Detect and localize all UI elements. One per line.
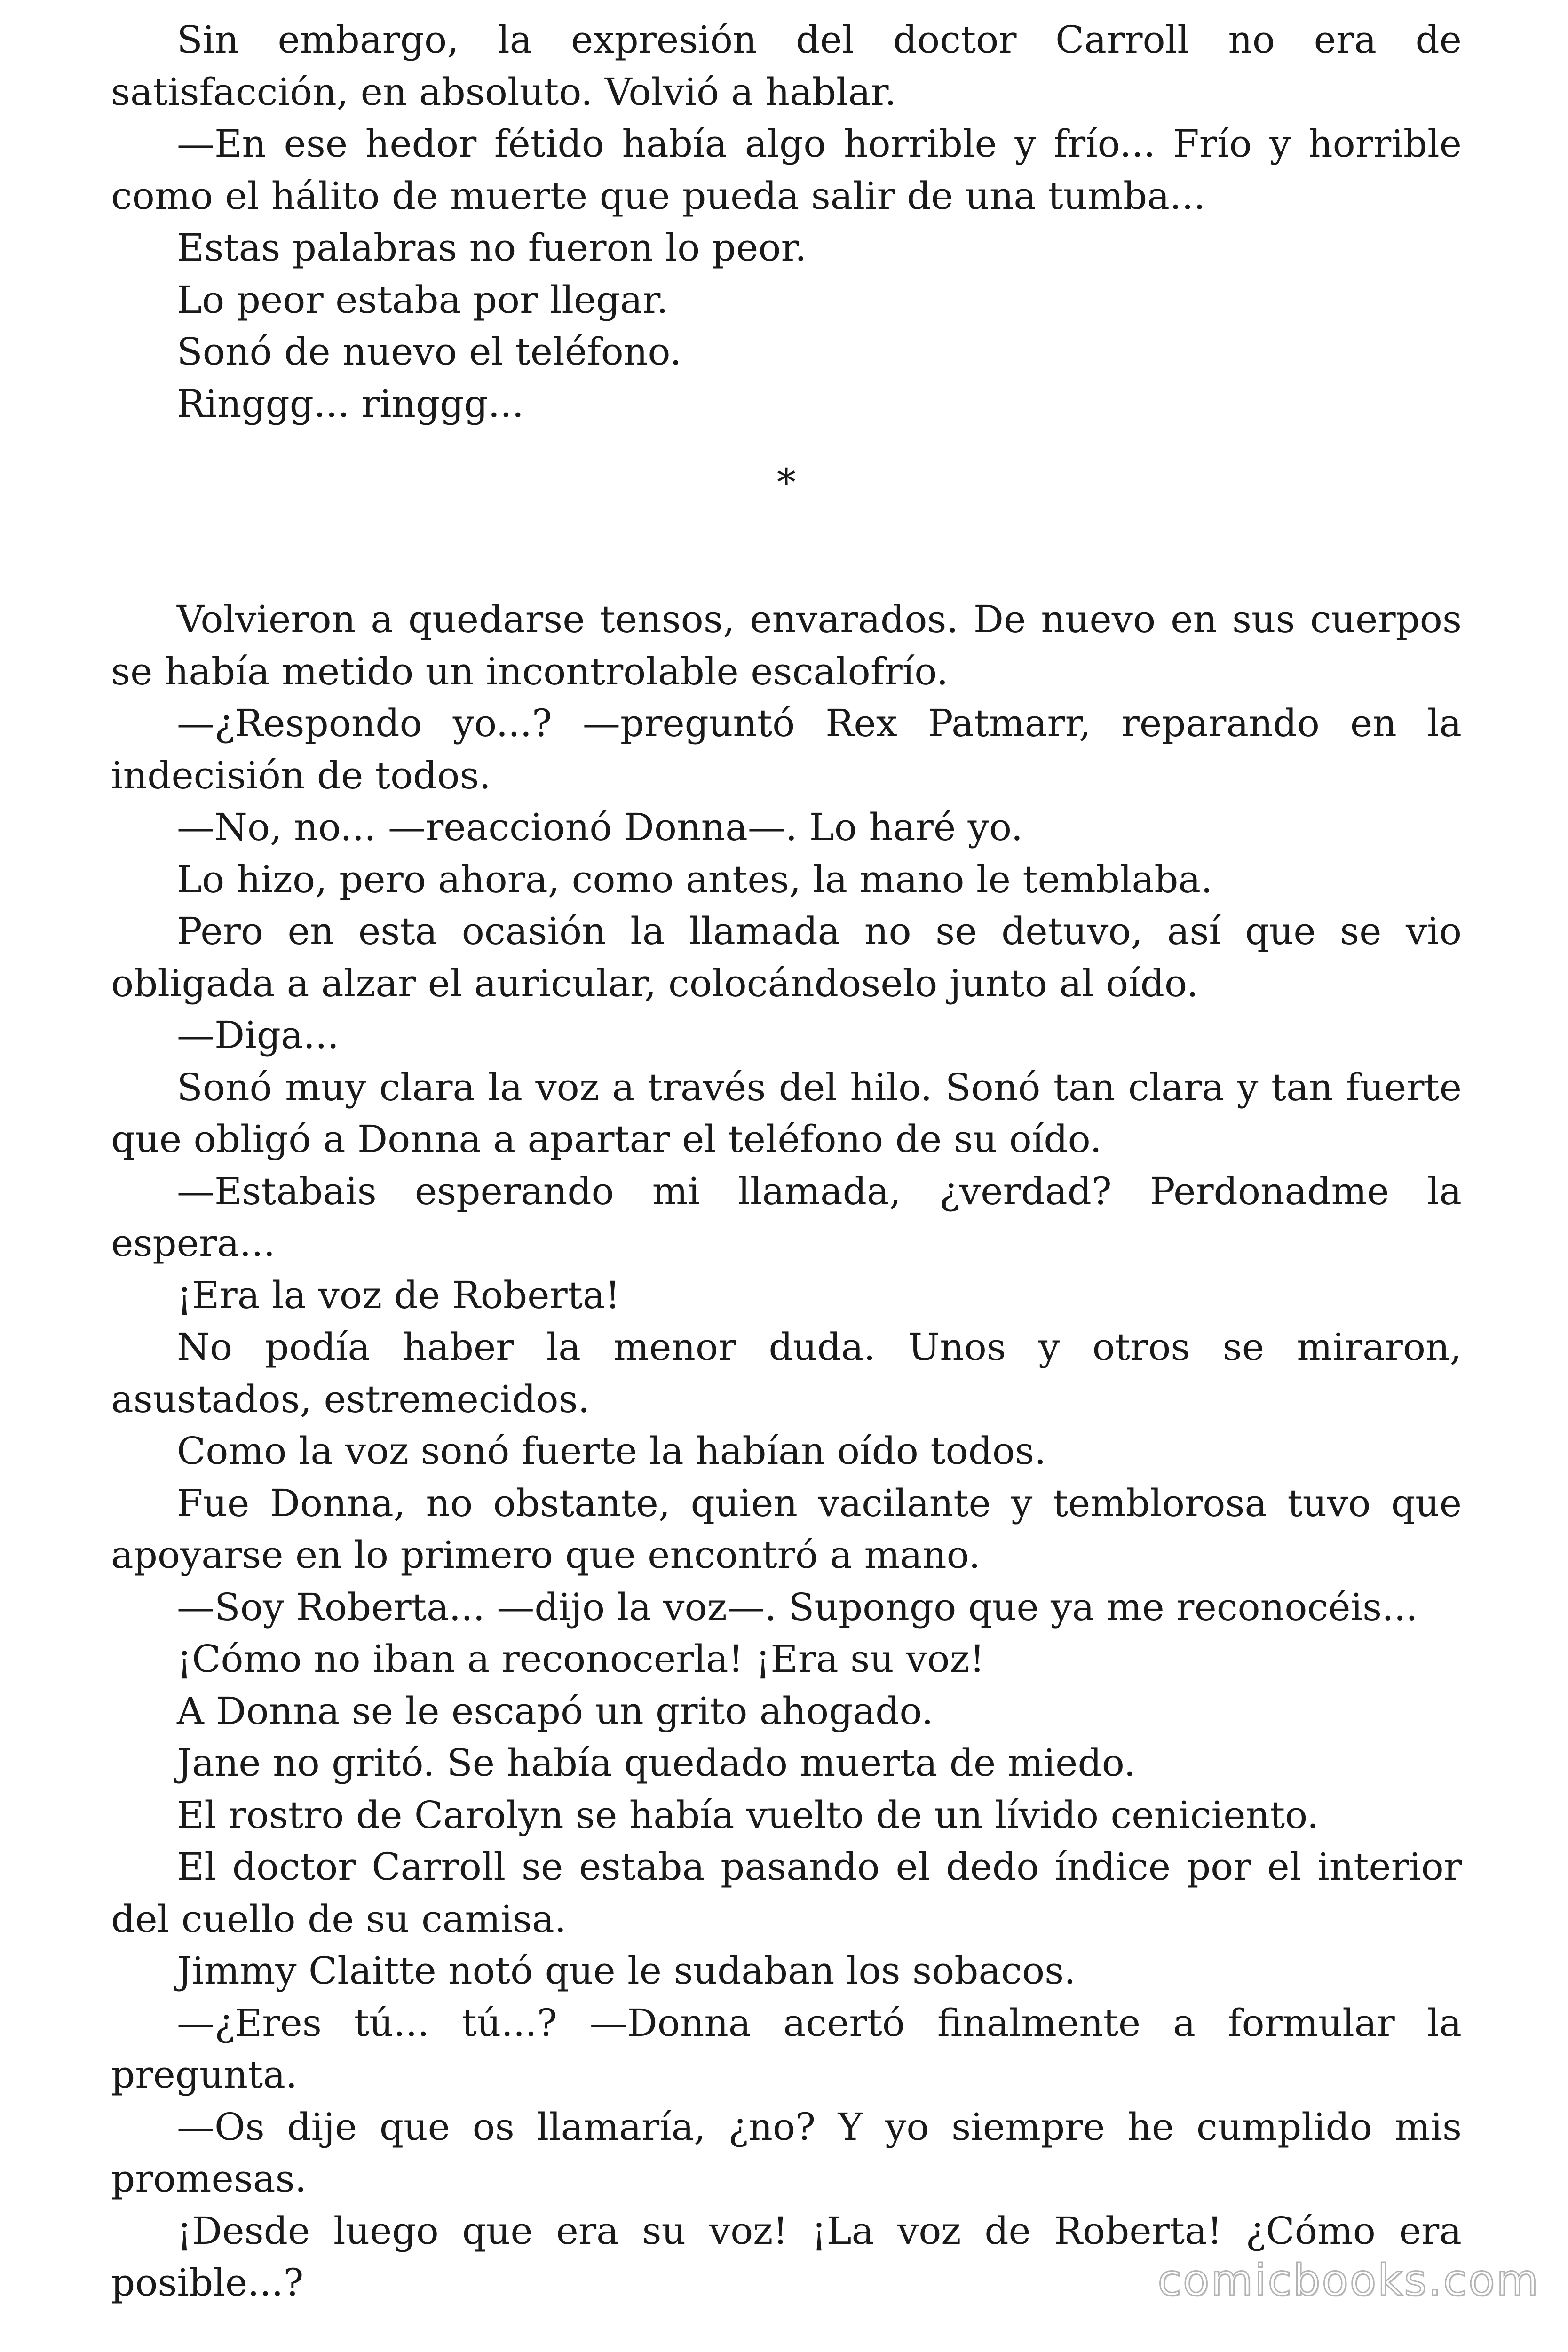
- paragraph: Como la voz sonó fuerte la habían oído todos.: [177, 1429, 1046, 1473]
- paragraph: Ringgg... ringgg...: [177, 381, 524, 426]
- paragraph: ¡Desde luego que era su voz! ¡La voz de Roberta! ¿Cómo era posible...?: [111, 2209, 1462, 2304]
- paragraph: Lo hizo, pero ahora, como antes, la mano le temblaba.: [177, 857, 1213, 901]
- paragraph: —¿Eres tú... tú...? —Donna acertó finalmente a formular la pregunta.: [111, 2001, 1462, 2097]
- paragraph: Estas palabras no fueron lo peor.: [177, 226, 807, 270]
- paragraph: —En ese hedor fétido había algo horrible y frío... Frío y horrible como el hálito de muerte que pueda salir de una tumba...: [111, 122, 1462, 218]
- paragraph: —Soy Roberta... —dijo la voz—. Supongo que ya me reconocéis...: [177, 1585, 1418, 1629]
- section-before-break: [111, 14, 1462, 430]
- paragraph: Jimmy Claitte notó que le sudaban los sobacos.: [177, 1949, 1076, 1993]
- paragraph: Volvieron a quedarse tensos, envarados. De nuevo en sus cuerpos se había metido un incontrolable escalofrío.: [111, 597, 1462, 693]
- paragraph: Sin embargo, la expresión del doctor Carroll no era de satisfacción, en absoluto. Volvió a hablar.: [111, 18, 1462, 114]
- paragraph: —No, no... —reaccionó Donna—. Lo haré yo.: [177, 805, 1023, 849]
- paragraph: —Diga...: [177, 1013, 339, 1057]
- paragraph: Pero en esta ocasión la llamada no se detuvo, así que se vio obligada a alzar el auricular, colocándoselo junto al oído.: [111, 909, 1462, 1005]
- page-body: [111, 14, 1462, 2309]
- paragraph: Sonó de nuevo el teléfono.: [177, 330, 682, 373]
- paragraph: Lo peor estaba por llegar.: [177, 278, 669, 322]
- paragraph: Sonó muy clara la voz a través del hilo. Sonó tan clara y tan fuerte que obligó a Donna a apartar el teléfono de su oído.: [111, 1065, 1462, 1161]
- paragraph: —Os dije que os llamaría, ¿no? Y yo siempre he cumplido mis promesas.: [111, 2105, 1462, 2201]
- paragraph: El doctor Carroll se estaba pasando el dedo índice por el interior del cuello de su camisa.: [111, 1845, 1462, 1941]
- paragraph: No podía haber la menor duda. Unos y otros se miraron, asustados, estremecidos.: [111, 1325, 1462, 1421]
- paragraph: Jane no gritó. Se había quedado muerta de miedo.: [177, 1741, 1136, 1785]
- paragraph: —¿Respondo yo...? —preguntó Rex Patmarr, reparando en la indecisión de todos.: [111, 701, 1462, 797]
- paragraph: —Estabais esperando mi llamada, ¿verdad? Perdonadme la espera...: [111, 1169, 1462, 1265]
- watermark: comicbooks.com: [1157, 2255, 1540, 2305]
- paragraph: ¡Era la voz de Roberta!: [177, 1273, 620, 1317]
- section-separator: *: [777, 461, 796, 504]
- paragraph: A Donna se le escapó un grito ahogado.: [177, 1689, 934, 1733]
- paragraph: ¡Cómo no iban a reconocerla! ¡Era su voz!: [177, 1637, 985, 1681]
- section-after-break: [111, 594, 1462, 2309]
- paragraph: Fue Donna, no obstante, quien vacilante y temblorosa tuvo que apoyarse en lo primero que encontró a mano.: [111, 1481, 1462, 1577]
- paragraph: El rostro de Carolyn se había vuelto de un lívido ceniciento.: [177, 1793, 1319, 1837]
